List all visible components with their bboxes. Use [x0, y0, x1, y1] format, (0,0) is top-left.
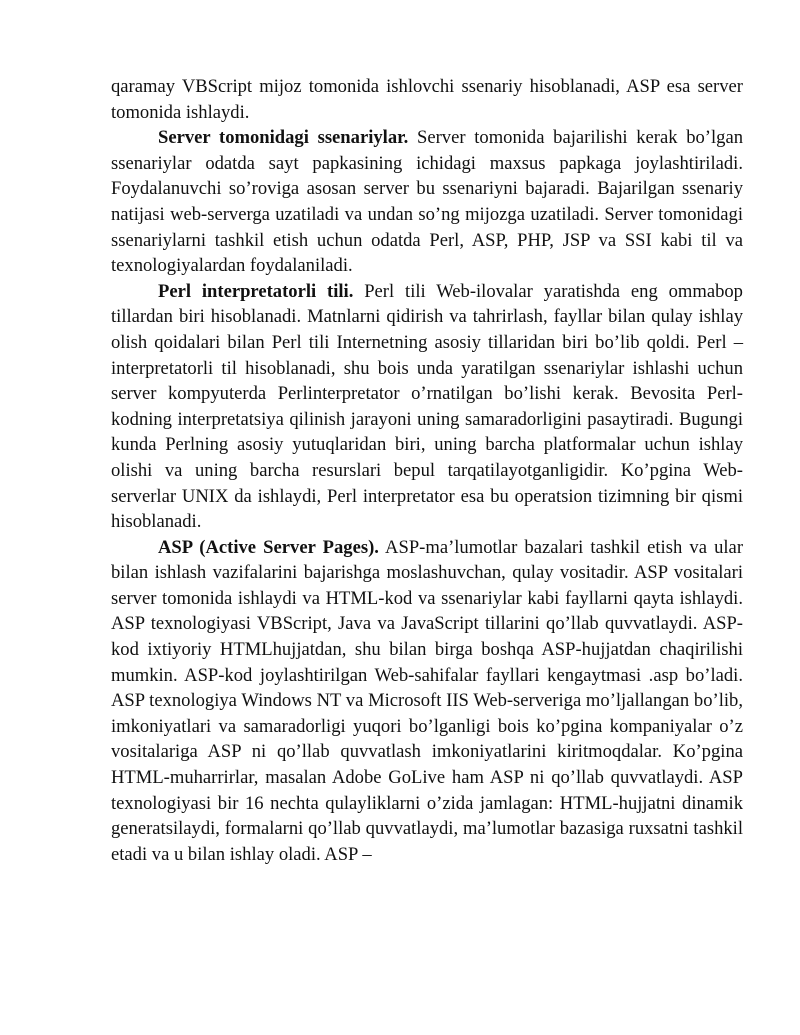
paragraph-continuation: [111, 74, 743, 125]
section-heading: ASP (Active Server Pages).: [158, 536, 379, 558]
section-heading: Perl interpretatorli tili.: [158, 280, 354, 302]
section-heading: Server tomonidagi ssenariylar.: [158, 127, 409, 149]
paragraph-text: Server tomonida bajarilishi kerak bo’lgan ssenariylar odatda sayt papkasining ichidagi maxsus papkaga joylashtiriladi. Foydalanuvchi so’roviga asosan server bu ssenariyni bajaradi. Bajarilgan ssenariy natijasi web-serverga uzatiladi va undan so’ng mijozga uzatiladi. Server tomonidagi ssenariylarni tashkil etish uchun odatda Perl, ASP, PHP, JSP va SSI kabi til va texnologiyalardan foydalaniladi.: [111, 127, 744, 277]
paragraph-server-side-scripts: [111, 125, 743, 279]
paragraph-text: ASP-ma’lumotlar bazalari tashkil etish va ular bilan ishlash vazifalarini bajarishga moslashuvchan, qulay vositadir. ASP vositalari server tomonida ishlaydi va HTML-kod va ssenariylar kabi fayllarni qayta ishlaydi. ASP texnologiyasi VBScript, Java va JavaScript tillarini qo’llab quvvatlaydi. ASP-kod ixtiyoriy HTMLhujjatdan, shu bilan birga boshqa ASP-hujjatdan chaqirilishi mumkin. ASP-kod joylashtirilgan Web-sahifalar fayllari kengaytmasi .asp bo’ladi. ASP texnologiya Windows NT va Microsoft IIS Web-serveriga mo’ljallangan bo’lib, imkoniyatlari va samaradorligi yuqori bo’lganligi bois ko’pgina kompaniyalar o’z vositalariga ASP ni qo’llab quvvatlash imkoniyatlarini kiritmoqdalar. Ko’pgina HTML-muharrirlar, masalan Adobe GoLive ham ASP ni qo’llab quvvatlaydi. ASP texnologiyasi bir 16 nechta qulayliklarni o’zida jamlagan: HTML-hujjatni dinamik generatsilaydi, formalarni qo’llab quvvatlaydi, ma’lumotlar bazasiga ruxsatni tashkil etadi va u bilan ishlay oladi. ASP –: [111, 536, 744, 865]
paragraph-perl: [111, 279, 743, 535]
paragraph-text: Perl tili Web-ilovalar yaratishda eng ommabop tillardan biri hisoblanadi. Matnlarni qidirish va tahrirlash, fayllar bilan qulay ishlay olish qoidalari bilan Perl tili Internetning asosiy tillaridan biri bo’lib qoldi. Perl – interpretatorli til hisoblanadi, shu bois unda yaratilgan ssenariylar ishlashi uchun server kompyuterda Perlinterpretator o’rnatilgan bo’lishi kerak. Bevosita Perl-kodning interpretatsiya qilinish jarayoni uning samaradorligini pasaytiradi. Bugungi kunda Perlning asosiy yutuqlaridan biri, uning barcha platformalar uchun ishlay olishi va uning barcha resurslari bepul tarqatilayotganligidir. Ko’pgina Web-serverlar UNIX da ishlaydi, Perl interpretator esa bu operatsion tizimning bir qismi hisoblanadi.: [111, 280, 743, 533]
paragraph-text: qaramay VBScript mijoz tomonida ishlovchi ssenariy hisoblanadi, ASP esa server tomonida ishlaydi.: [111, 76, 743, 123]
paragraph-asp: [111, 535, 743, 868]
document-page: [111, 74, 743, 867]
